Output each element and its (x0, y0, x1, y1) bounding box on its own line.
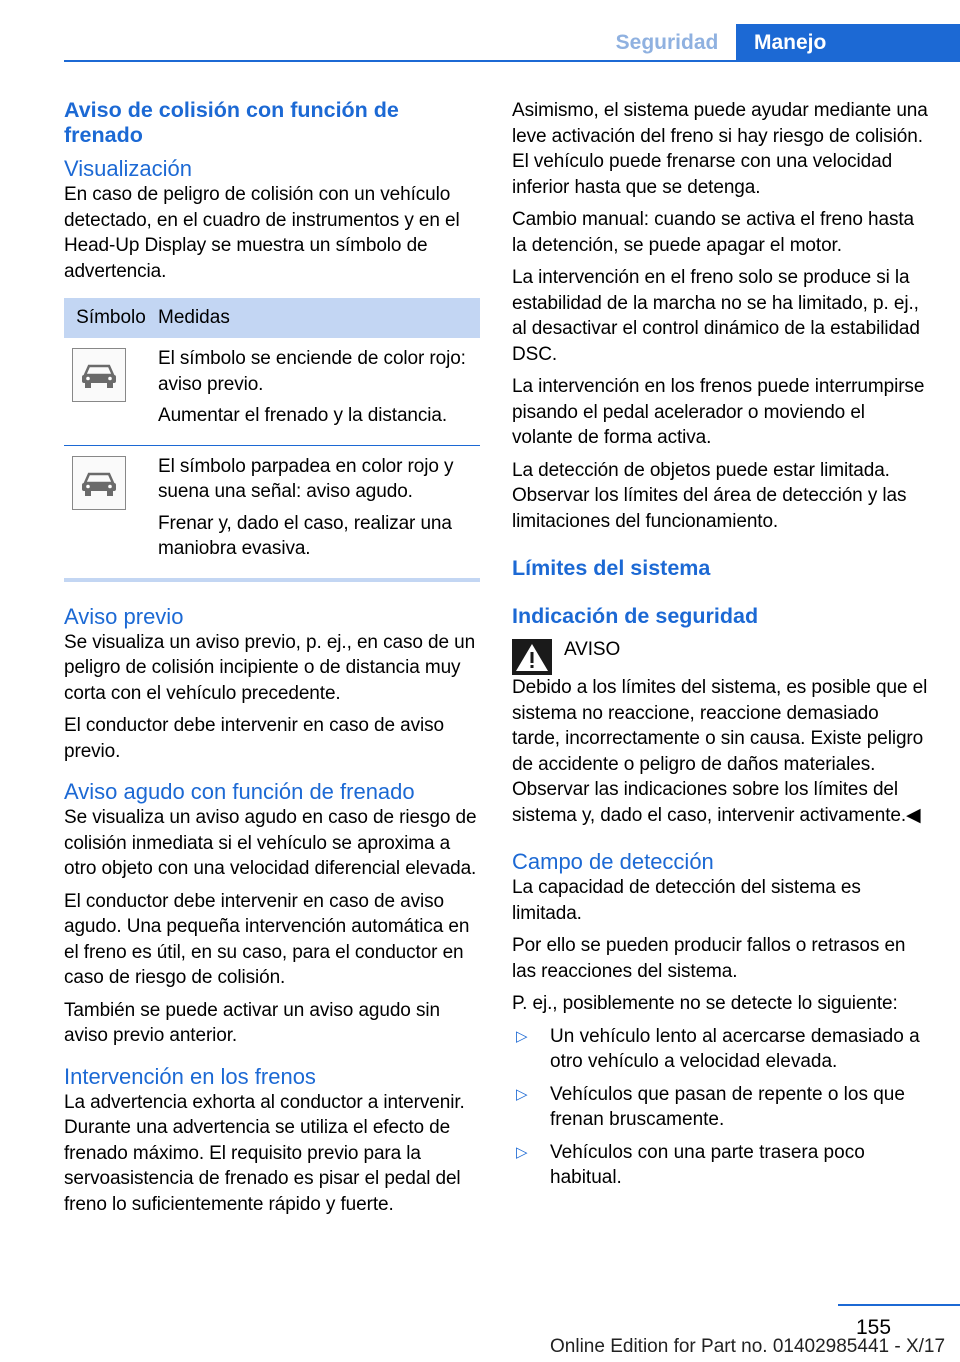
campo-heading: Campo de detección (512, 849, 714, 874)
visualizacion-text: En caso de peligro de colisión con un vehículo detectado, en el cuadro de instrumentos y en el Head-Up Display se muestra un símbolo de advertencia. (64, 184, 460, 282)
left-column (64, 98, 480, 1224)
indicacion-heading: Indicación de seguridad (512, 604, 759, 628)
paragraph: P. ej., posiblemente no se detecte lo siguiente: (512, 993, 898, 1014)
table-cell-text: El símbolo se enciende de color rojo: aviso previo. (158, 348, 466, 395)
bullet-triangle-icon: ▷ (516, 1085, 528, 1103)
paragraph: El conductor debe intervenir en caso de aviso previo. (64, 715, 444, 762)
paragraph: La capacidad de detección del sistema es limitada. (512, 877, 861, 924)
tab-manejo[interactable]: Manejo (736, 24, 960, 62)
warning-triangle-icon (512, 639, 552, 675)
table-row (64, 446, 480, 568)
tab-seguridad[interactable]: Seguridad (615, 31, 719, 54)
col-header-measures: Medidas (158, 307, 230, 328)
symbol-table (64, 298, 480, 582)
paragraph: Se visualiza un aviso agudo en caso de riesgo de colisión inmediata si el vehículo se aproxima a otro objeto con una velocidad diferencial elevada. (64, 807, 477, 879)
list-item-text: Vehículos que pasan de repente o los que frenan bruscamente. (550, 1083, 905, 1130)
page-number: 155 (856, 1316, 892, 1339)
edition-footer: Online Edition for Part no. 01402985441 - X/17 (550, 1336, 946, 1357)
visualizacion-heading: Visualización (64, 156, 193, 181)
paragraph: Asimismo, el sistema puede ayudar mediante una leve activación del freno si hay riesgo de colisión. El vehículo puede frenarse con una velocidad inferior hasta que se detenga. (512, 100, 928, 198)
aviso-previo-heading: Aviso previo (64, 603, 184, 629)
list-item-text: Vehículos con una parte trasera poco habitual. (550, 1141, 865, 1188)
safety-warning (512, 637, 928, 675)
table-cell-text: El símbolo parpadea en color rojo y suena una señal: aviso agudo. (158, 455, 454, 502)
paragraph: La intervención en el freno solo se produce si la estabilidad de la marcha no se ha limitado, p. ej., al desactivar el control dinámico de la estabilidad DSC. (512, 267, 920, 365)
list-item (512, 1024, 928, 1075)
bullet-triangle-icon: ▷ (516, 1027, 528, 1045)
car-warning-flashing-icon (72, 456, 126, 510)
bullet-list (512, 1024, 928, 1191)
table-cell-text: Frenar y, dado el caso, realizar una maniobra evasiva. (158, 512, 452, 559)
limites-heading: Límites del sistema (512, 556, 711, 580)
bullet-triangle-icon: ▷ (516, 1143, 528, 1161)
warning-label: AVISO (564, 639, 621, 660)
car-warning-icon (72, 348, 126, 402)
paragraph: También se puede activar un aviso agudo sin aviso previo anterior. (64, 999, 440, 1046)
table-header (64, 298, 480, 338)
paragraph: Cambio manual: cuando se activa el freno hasta la detención, se puede apagar el motor. (512, 209, 915, 256)
intervencion-heading: Intervención en los frenos (64, 1063, 316, 1089)
list-item (512, 1140, 928, 1191)
section-title: Aviso de colisión con función de frenado (64, 98, 399, 147)
paragraph: Por ello se pueden producir fallos o retrasos en las reacciones del sistema. (512, 935, 906, 982)
table-cell-text: Aumentar el frenado y la distancia. (158, 405, 448, 426)
col-header-symbol: Símbolo (76, 307, 146, 328)
footer-rule (838, 1304, 960, 1306)
aviso-agudo-heading: Aviso agudo con función de frenado (64, 779, 415, 804)
list-item-text: Un vehículo lento al acercarse demasiado a otro vehículo a velocidad elevada. (550, 1025, 920, 1072)
paragraph: El conductor debe intervenir en caso de aviso agudo. Una pequeña intervención automática en el freno es útil, en su caso, para el conductor en caso de riesgo de colisión. (64, 890, 470, 988)
list-item (512, 1082, 928, 1133)
header-rule (64, 60, 960, 62)
paragraph: La intervención en los frenos puede interrumpirse pisando el pedal acelerador o moviendo el volante de forma activa. (512, 376, 925, 448)
table-row (64, 338, 480, 435)
paragraph: Se visualiza un aviso previo, p. ej., en caso de un peligro de colisión incipiente o de distancia muy corta con el vehículo precedente. (64, 631, 476, 704)
paragraph: La advertencia exhorta al conductor a intervenir. Durante una advertencia se utiliza el efecto de frenado máximo. El requisito previo para la servoasistencia de frenado es pisar el pedal del freno lo suficientemente rápido y fuerte. (64, 1091, 465, 1215)
paragraph: La detección de objetos puede estar limitada. Observar los límites del área de detección y las limitaciones del funcionamiento. (512, 459, 907, 532)
right-column (512, 98, 928, 1198)
warning-text: Debido a los límites del sistema, es posible que el sistema no reaccione, reaccione demasiado tarde, incorrectamente o sin causa. Existe peligro de accidente o peligro de daños materiales. Observar las indicaciones sobre los límites del sistema y, dado el caso, intervenir activamente.◀ (512, 677, 928, 826)
